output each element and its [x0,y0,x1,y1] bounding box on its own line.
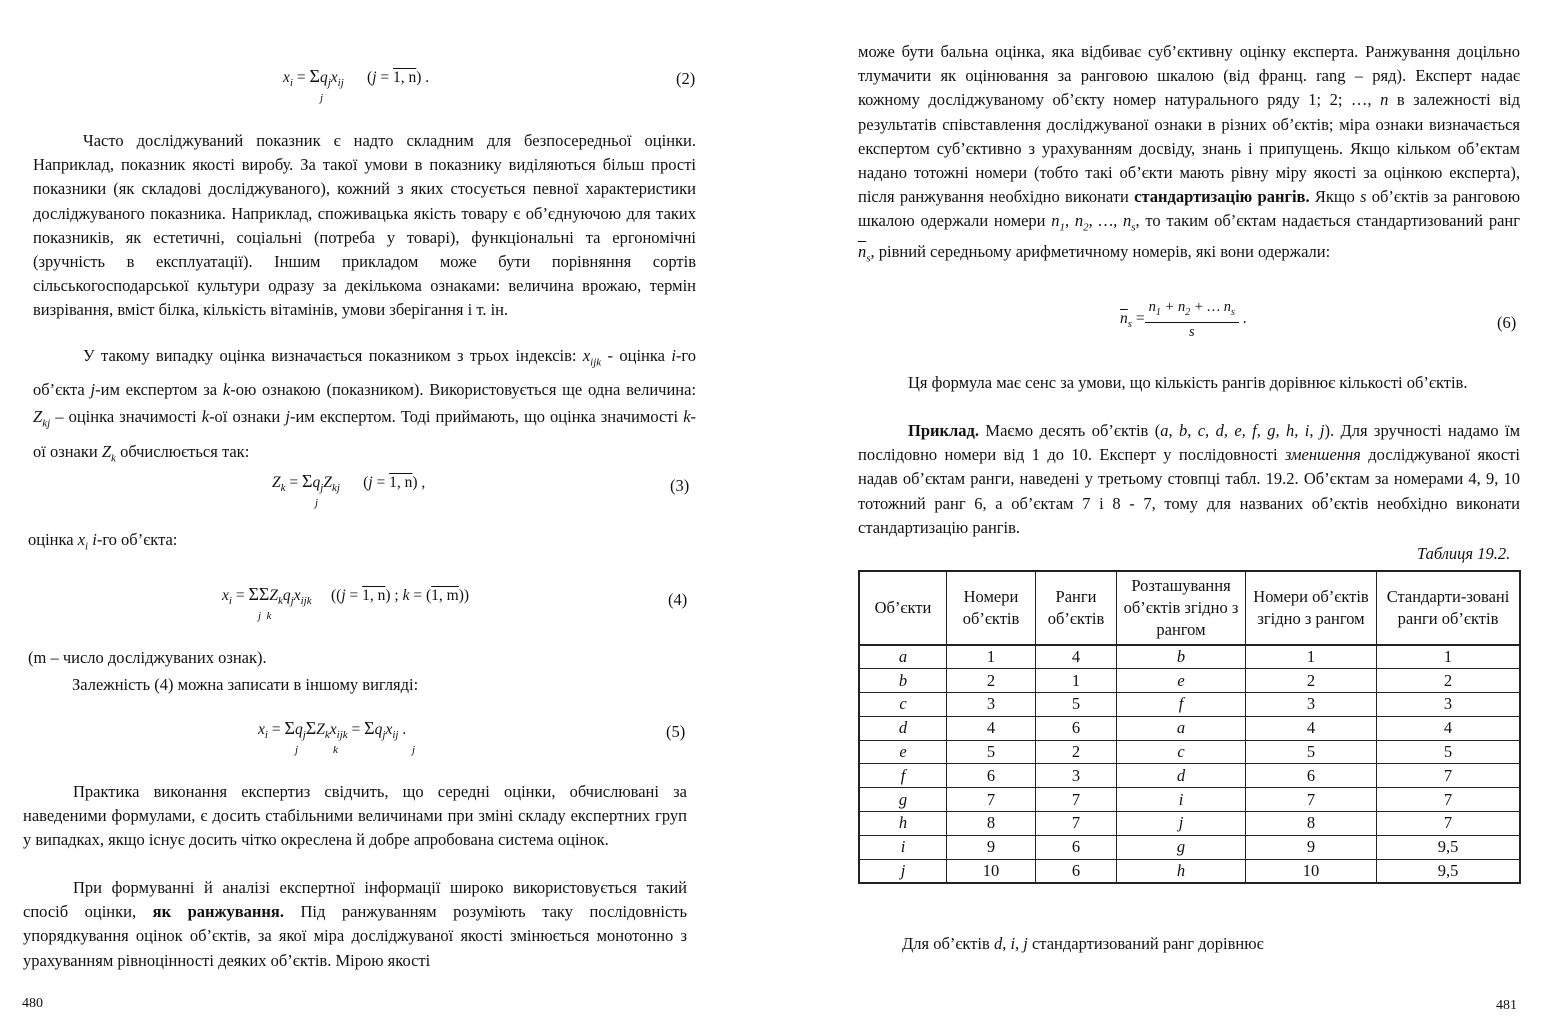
table-cell: 4 [1377,716,1521,740]
table-row [859,716,1520,740]
table-cell: 7 [1377,812,1521,836]
table-cell: 1 [1036,669,1117,693]
table-cell: 9 [1246,835,1377,859]
header-arrangement: Розташування об’єктів згідно з рангом [1117,571,1246,645]
table-cell: i [859,835,947,859]
table-cell: 4 [947,716,1036,740]
table-cell: 1 [1246,645,1377,669]
paragraph-3 [28,528,688,559]
table-row [859,859,1520,883]
table-row [859,812,1520,836]
table-cell: 3 [1377,693,1521,717]
table-cell: e [859,740,947,764]
rank-table [858,570,1521,884]
right-paragraph-2 [858,371,1520,395]
table-cell: 7 [1377,764,1521,788]
table-cell: 4 [1246,716,1377,740]
table-row [859,835,1520,859]
right-paragraph-1-text: може бути бальна оцінка, яка відбиває суб’єктивну оцінку експерта. Ранжування доцільно тлумачити як оцінювання за ранговою шкалою (від франц. rang – ряд). Експерт надає кожному досліджуваному об’єкту номер натурального ряду 1; 2; …, n в залежності від результатів співставлення досліджуваної ознаки в різних об’єктів; міра ознаки визначається експертом суб’єктивно з урахуванням досвіду, знань і припущень. Якщо кільком об’єктам надано тотожні номери (тобто такі об’єкти мають рівну міру якості за оцінкою експерта), після ранжування необхідно виконати стандартизацію рангів. Якщо s об’єктів за ранговою шкалою одержали номери $n_1$, $n_2$, …, $n_s$, то таким об’єктам надається стандартизований ранг $\overline{n}_s$, рівний середньому арифметичному номерів, які вони одержали: [858,42,1521,265]
table-cell: 10 [1246,859,1377,883]
table-cell: f [859,764,947,788]
table-header-row [859,571,1520,645]
page-number-left: 480 [22,996,43,1011]
table-cell: 2 [1377,669,1521,693]
right-page [782,0,1565,1030]
table-cell: 3 [947,693,1036,717]
table-row [859,764,1520,788]
equation-6: $\overline{n}_s$ = $\frac{n_1 + n_2 + \dots n_s}{s}$ . [1120,299,1247,340]
equation-4: $x_i = \Sigma\Sigma Z_kq_jx_{ijk}$ ((j = 1, n) ; k = (1, m)) j k [222,584,470,622]
equation-4-number: (4) [668,590,688,609]
table-cell: g [1117,835,1246,859]
table-cell: c [1117,740,1246,764]
table-row [859,693,1520,717]
table-cell: 2 [1246,669,1377,693]
table-row [859,740,1520,764]
table-cell: 8 [947,812,1036,836]
table-cell: 1 [947,645,1036,669]
right-paragraph-3 [858,419,1520,540]
paragraph-4 [28,646,688,697]
table-cell: 9,5 [1377,859,1521,883]
equation-5-number: (5) [666,722,686,741]
equation-2-number: (2) [676,69,696,88]
header-object-ranks: Ранги об’єктів [1036,571,1117,645]
table-cell: 9,5 [1377,835,1521,859]
table-row [859,669,1520,693]
equation-3-number: (3) [670,476,690,495]
table-cell: 8 [1246,812,1377,836]
table-cell: 2 [947,669,1036,693]
table-cell: a [859,645,947,669]
equation-2: $x_i = \Sigma q_jx_{ij}$ (j = 1, n) . j [283,66,430,104]
table-cell: h [1117,859,1246,883]
table-cell: 7 [1377,788,1521,812]
table-caption: Таблиця 19.2. [1417,544,1511,563]
paragraph-6-text: Практика виконання експертиз свідчить, що середні оцінки, обчислювані за наведеними формулами, є досить стабільними величинами при зміні складу експертних груп у випадках, якщо існує досить чітко окреслена й добре апробована система оцінок. [23,782,687,850]
paragraph-2 [33,342,696,472]
table-cell: j [1117,812,1246,836]
table-cell: b [1117,645,1246,669]
paragraph-6 [23,780,687,853]
table-cell: 5 [1036,693,1117,717]
table-cell: 5 [947,740,1036,764]
table-cell: 2 [1036,740,1117,764]
table-cell: 1 [1377,645,1521,669]
paragraph-4-text: (m – число досліджуваних ознак). [28,648,267,667]
table-cell: 4 [1036,645,1117,669]
right-paragraph-4 [902,932,1502,956]
right-paragraph-1 [858,40,1520,270]
right-paragraph-4-text: Для об’єктів d, i, j стандартизований ранг дорівнює [902,934,1264,953]
table-cell: 6 [947,764,1036,788]
table-cell: 10 [947,859,1036,883]
table-cell: 7 [1036,812,1117,836]
table-cell: i [1117,788,1246,812]
right-paragraph-2-text: Ця формула має сенс за умови, що кількість рангів дорівнює кількості об’єктів. [908,373,1468,392]
table-cell: 6 [1036,835,1117,859]
table-cell: 7 [1246,788,1377,812]
table-cell: 3 [1036,764,1117,788]
table-cell: d [859,716,947,740]
paragraph-5-text: Залежність (4) можна записати в іншому вигляді: [72,675,419,695]
table-cell: 9 [947,835,1036,859]
header-standardized-ranks: Стандарти-зовані ранги об’єктів [1377,571,1521,645]
table-cell: d [1117,764,1246,788]
equation-3: $Z_k = \Sigma q_jZ_{kj}$ (j = 1, n) , j [272,471,426,509]
header-objects: Об’єкти [859,571,947,645]
header-object-numbers: Номери об’єктів [947,571,1036,645]
equation-5: $x_i = \Sigma q_j\Sigma Z_kx_{ijk} = \Sigma q_jx_{ij}$ . j k j [258,718,416,756]
table-cell: g [859,788,947,812]
table-cell: 6 [1246,764,1377,788]
table-cell: e [1117,669,1246,693]
table-cell: 6 [1036,859,1117,883]
paragraph-3-text: оцінка $x_i$ i-го об’єкта: [28,530,178,553]
right-paragraph-3-text: Приклад. Маємо десять об’єктів (a, b, c, d, e, f, g, h, i, j). Для зручності надамо їм послідовно номери від 1 до 10. Експерт у послідовності зменшення досліджуваної якості надав об’єктам ранги, наведені у третьому стовпці табл. 19.2. Об’єктам за номерами 4, 9, 10 тотожний ранг 6, а об’єктам 7 і 8 - 7, тому для названих об’єктів необхідно виконати стандартизацію рангів. [858,421,1521,537]
table-cell: h [859,812,947,836]
paragraph-2-text: У такому випадку оцінка визначається показником з трьох індексів: $x_{ijk}$ - оцінка i-го об’єкта j-им експертом за k-ою ознакою (показником). Використовується ще одна величина: $Z_{kj}$ – оцінка значимості k-ої ознаки j-им експертом. Тоді приймають, що оцінка значимості k-ої ознаки $Z_k$ обчислюється так: [33,346,697,464]
table-cell: b [859,669,947,693]
table-body [859,645,1520,883]
paragraph-7 [23,876,687,973]
table-cell: 3 [1246,693,1377,717]
table-cell: j [859,859,947,883]
equation-6-number: (6) [1497,313,1517,332]
table-row [859,788,1520,812]
table-cell: c [859,693,947,717]
page-number-right: 481 [1496,998,1517,1013]
table-cell: 7 [1036,788,1117,812]
paragraph-1 [33,129,696,323]
table-cell: f [1117,693,1246,717]
left-page [0,0,782,1030]
paragraph-1-text: Часто досліджуваний показник є надто складним для безпосередньої оцінки. Наприклад, показник якості виробу. За такої умови в показнику виділяються більш прості показники (як складові досліджуваного), кожний з яких стосується певної характеристики досліджуваного показника. Наприклад, споживацька якість товару є об’єднуючою для таких показників, як естетичні, соціальні (потреба у товарі), функціональні та ергономічні (зручність в експлуатації). Іншим прикладом може бути порівняння сортів сільськогосподарської культури одразу за декількома ознаками: величина врожаю, термін визрівання, вміст білка, кількість вітамінів, умови зберігання і т. ін. [33,131,696,320]
table-cell: 5 [1246,740,1377,764]
header-numbers-by-rank: Номери об’єктів згідно з рангом [1246,571,1377,645]
paragraph-7-text: При формуванні й аналізі експертної інформації широко використовується такий спосіб оцінки, як ранжування. Під ранжуванням розуміють таку послідовність упорядкування оцінок об’єктів, за якої міра досліджуваної якості змінюється монотонно з урахуванням рівноцінності деяких об’єктів. Мірою якості [23,878,688,970]
table-cell: 5 [1377,740,1521,764]
table-row [859,645,1520,669]
table-cell: 6 [1036,716,1117,740]
table-cell: 7 [947,788,1036,812]
table-cell: a [1117,716,1246,740]
